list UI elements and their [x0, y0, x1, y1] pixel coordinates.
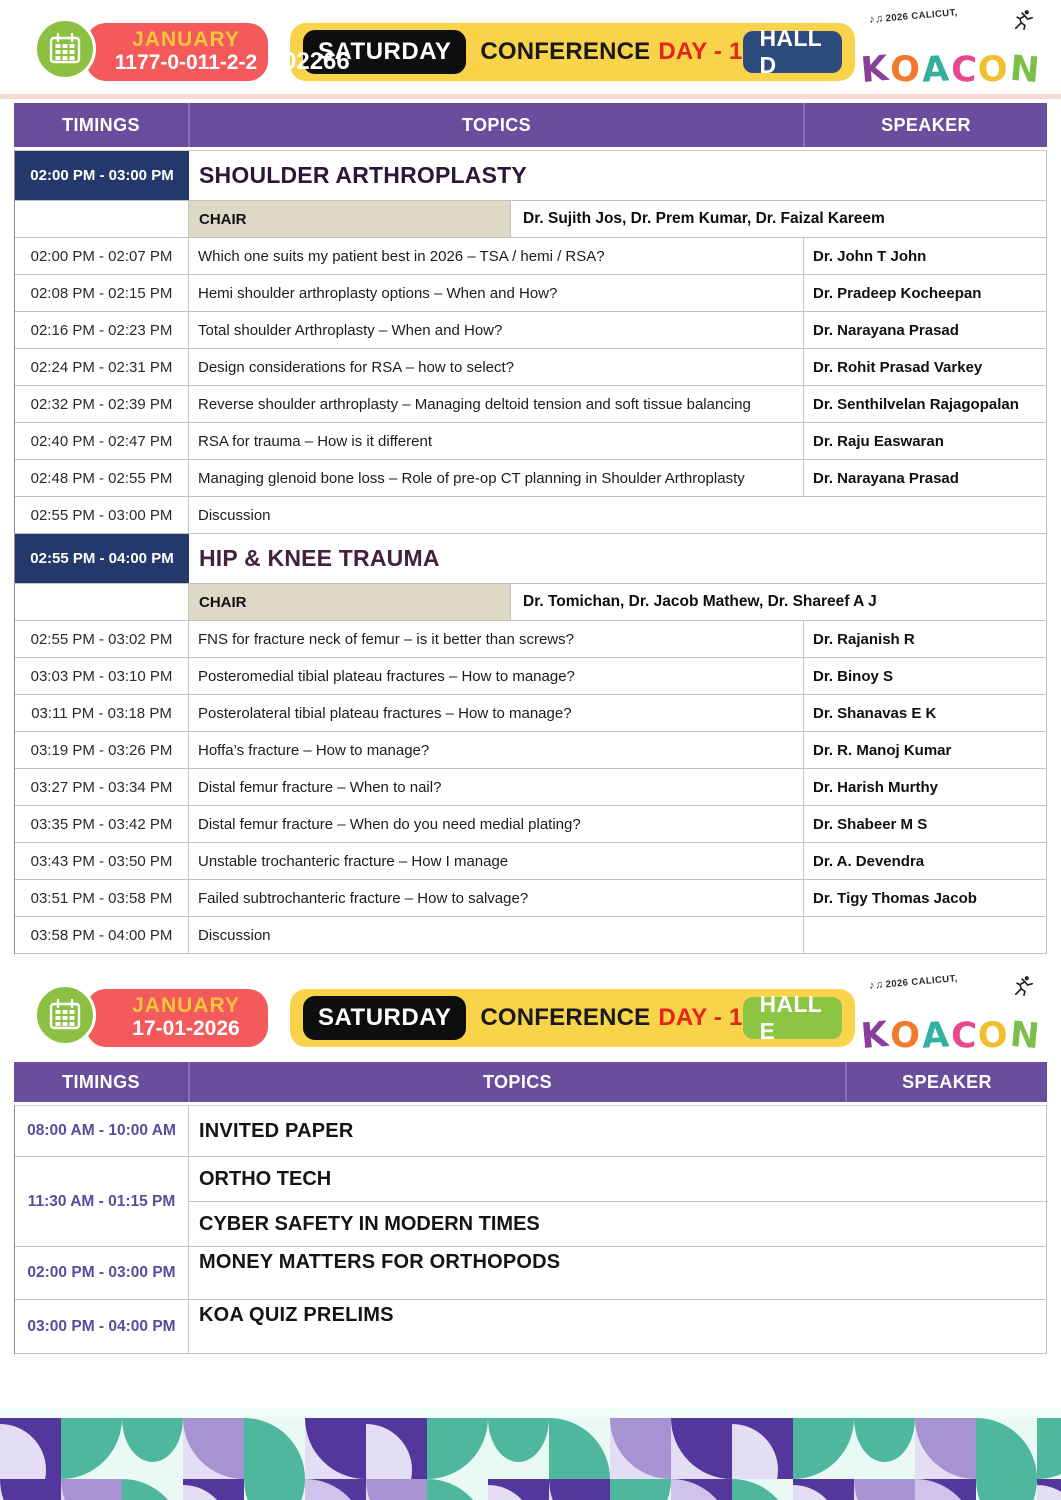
speaker-cell: Dr. Rajanish R [813, 630, 915, 648]
time-cell: 03:27 PM - 03:34 PM [15, 769, 189, 805]
logo-letter: N [1008, 48, 1042, 91]
pattern-tile [61, 1479, 122, 1500]
topic-cell: Discussion [189, 917, 804, 953]
pattern-tile [244, 1479, 305, 1500]
chair-label: CHAIR [189, 584, 511, 620]
divider-strip [0, 94, 1061, 99]
pattern-tile [610, 1479, 671, 1500]
logo-letter: K [858, 1014, 890, 1057]
schedule-row [15, 621, 1046, 658]
logo-tagline-text: 2026 CALICUT, [885, 7, 959, 25]
pattern-tile [976, 1479, 1037, 1500]
logo-letter: N [1008, 1014, 1042, 1057]
logo-letters [858, 48, 1042, 91]
column-header-speaker: SPEAKER [803, 103, 1047, 147]
topic-cell: Unstable trochanteric fracture – How I manage [189, 843, 804, 879]
logo-letter: O [976, 48, 1010, 91]
schedule-row [15, 238, 1046, 275]
logo-tagline-text: 2026 CALICUT, [885, 973, 959, 991]
column-header-topics: TOPICS [188, 103, 803, 147]
time-cell: 03:03 PM - 03:10 PM [15, 658, 189, 694]
pattern-tile [671, 1479, 732, 1500]
session-header-row [15, 151, 1046, 201]
hall-e-banner [0, 974, 1061, 1058]
speaker-cell: Dr. Tigy Thomas Jacob [813, 889, 977, 907]
chair-row [15, 584, 1046, 621]
pattern-tile [976, 1418, 1037, 1479]
speaker-cell: Dr. Shabeer M S [813, 815, 928, 833]
pattern-tile [427, 1418, 488, 1479]
time-cell: 02:00 PM - 03:00 PM [15, 1247, 189, 1299]
empty-time-cell [15, 201, 189, 237]
pattern-tile [427, 1479, 488, 1500]
logo-tagline [869, 972, 959, 992]
pattern-tile [793, 1418, 854, 1479]
table-body [14, 1105, 1047, 1354]
schedule-row [15, 917, 1046, 954]
schedule-row [15, 423, 1046, 460]
month-label: JANUARY [132, 28, 240, 52]
logo-letter: O [888, 48, 921, 91]
time-cell: 03:19 PM - 03:26 PM [15, 732, 189, 768]
time-cell: 02:55 PM - 03:02 PM [15, 621, 189, 657]
conference-label [480, 38, 742, 66]
time-cell: 02:48 PM - 02:55 PM [15, 460, 189, 496]
topic-cell: Posteromedial tibial plateau fractures – How to manage? [189, 658, 804, 694]
pattern-tile [732, 1418, 793, 1479]
schedule-row [15, 312, 1046, 349]
schedule-row [15, 460, 1046, 497]
pattern-tile [732, 1479, 793, 1500]
speaker-cell: Dr. Rohit Prasad Varkey [813, 358, 983, 376]
schedule-row [15, 1157, 1046, 1247]
session-title: HIP & KNEE TRAUMA [199, 545, 440, 571]
topic-cell: Managing glenoid bone loss – Role of pre-op CT planning in Shoulder Arthroplasty [189, 460, 804, 496]
topic-cell: Reverse shoulder arthroplasty – Managing deltoid tension and soft tissue balancing [189, 386, 804, 422]
calendar-icon [34, 984, 96, 1046]
chair-row [15, 201, 1046, 238]
table-header-row [14, 1062, 1047, 1102]
time-cell: 03:35 PM - 03:42 PM [15, 806, 189, 842]
schedule-row [15, 658, 1046, 695]
speaker-cell: Dr. Raju Easwaran [813, 432, 944, 450]
day-badge: SATURDAY [303, 30, 466, 74]
session-time: 02:00 PM - 03:00 PM [15, 151, 189, 200]
topic-cell: ORTHO TECH [189, 1157, 1048, 1202]
month-label: JANUARY [132, 994, 240, 1018]
empty-time-cell [15, 584, 189, 620]
time-cell: 03:43 PM - 03:50 PM [15, 843, 189, 879]
time-cell: 02:16 PM - 02:23 PM [15, 312, 189, 348]
conference-label [480, 1004, 742, 1032]
pattern-tile [0, 1418, 61, 1479]
session-time: 02:55 PM - 04:00 PM [15, 534, 189, 583]
schedule-row [15, 275, 1046, 312]
topic-cell: Failed subtrochanteric fracture – How to salvage? [189, 880, 804, 916]
schedule-row [15, 386, 1046, 423]
time-cell: 02:40 PM - 02:47 PM [15, 423, 189, 459]
logo-letter: O [888, 1014, 921, 1057]
session-header-row [15, 534, 1046, 584]
chair-names: Dr. Sujith Jos, Dr. Prem Kumar, Dr. Faizal Kareem [523, 210, 885, 227]
logo-letter: A [920, 48, 950, 91]
topic-cell: Total shoulder Arthroplasty – When and How? [189, 312, 804, 348]
runner-icon [1013, 974, 1035, 998]
schedule-row [15, 349, 1046, 386]
hall-badge: HALL E [743, 997, 843, 1039]
pattern-tile [854, 1479, 915, 1500]
koacon-logo [858, 7, 1042, 92]
schedule-row [15, 769, 1046, 806]
footer-pattern-row [0, 1418, 1061, 1479]
column-header-timings: TIMINGS [62, 114, 140, 135]
speaker-cell: Dr. Binoy S [813, 667, 894, 685]
topic-cell: RSA for trauma – How is it different [189, 423, 804, 459]
music-notes-icon: ♪♫ [868, 978, 885, 992]
pattern-tile [122, 1418, 183, 1479]
topic-cell: KOA QUIZ PRELIMS [199, 1304, 394, 1326]
schedule-row [15, 843, 1046, 880]
session-title: SHOULDER ARTHROPLASTY [199, 162, 527, 188]
logo-letter: O [976, 1014, 1010, 1057]
music-notes-icon: ♪♫ [868, 12, 885, 26]
hall-e-schedule-table [14, 1062, 1047, 1354]
topic-cell: Distal femur fracture – When do you need medial plating? [189, 806, 804, 842]
topic-cell: Discussion [198, 506, 271, 524]
pattern-tile [1037, 1418, 1061, 1479]
schedule-row [15, 880, 1046, 917]
topic-cell: Hemi shoulder arthroplasty options – When and How? [189, 275, 804, 311]
pattern-tile [854, 1418, 915, 1479]
calendar-icon [34, 18, 96, 80]
pattern-tile [122, 1479, 183, 1500]
pattern-tile [61, 1418, 122, 1479]
footer-pattern-row [0, 1479, 1061, 1500]
date-badge [86, 989, 268, 1047]
schedule-row [15, 1247, 1046, 1300]
pattern-tile [671, 1418, 732, 1479]
day-number-label: DAY - 1 [658, 1004, 743, 1031]
schedule-row [15, 732, 1046, 769]
schedule-row [15, 806, 1046, 843]
time-cell: 02:08 PM - 02:15 PM [15, 275, 189, 311]
pattern-tile [915, 1479, 976, 1500]
day-badge: SATURDAY [303, 996, 466, 1040]
pattern-tile [610, 1418, 671, 1479]
hall-d-banner [0, 8, 1061, 92]
topic-cell: Hoffa’s fracture – How to manage? [189, 732, 804, 768]
date-badge [86, 23, 268, 81]
time-cell: 03:00 PM - 04:00 PM [15, 1300, 189, 1353]
pattern-tile [366, 1479, 427, 1500]
logo-letter: C [949, 48, 978, 91]
time-cell: 02:00 PM - 02:07 PM [15, 238, 189, 274]
speaker-cell: Dr. Narayana Prasad [813, 321, 959, 339]
column-header-timings: TIMINGS [62, 1071, 140, 1092]
footer-strip [0, 1408, 1061, 1418]
chair-label: CHAIR [189, 201, 511, 237]
time-cell: 03:11 PM - 03:18 PM [15, 695, 189, 731]
pattern-tile [549, 1418, 610, 1479]
pattern-tile [0, 1479, 61, 1500]
table-header-row [14, 103, 1047, 147]
topic-cell: MONEY MATTERS FOR ORTHOPODS [199, 1251, 561, 1273]
column-header-topics: TOPICS [188, 1062, 845, 1102]
speaker-cell: Dr. A. Devendra [813, 852, 925, 870]
speaker-cell: Dr. Shanavas E K [813, 704, 937, 722]
topic-cell: Which one suits my patient best in 2026 – TSA / hemi / RSA? [189, 238, 804, 274]
time-cell: 03:51 PM - 03:58 PM [15, 880, 189, 916]
hall-d-schedule-table [14, 103, 1047, 954]
logo-letter: A [920, 1014, 950, 1057]
schedule-row [15, 1106, 1046, 1157]
conference-text: CONFERENCE [480, 1004, 651, 1031]
pattern-tile [305, 1418, 366, 1479]
topic-cell: Design considerations for RSA – how to select? [189, 349, 804, 385]
date-label: 1177-0-011-2-2 [114, 51, 258, 75]
topic-cell: FNS for fracture neck of femur – is it better than screws? [189, 621, 804, 657]
logo-tagline [869, 6, 959, 26]
topic-cell: Posterolateral tibial plateau fractures – How to manage? [189, 695, 804, 731]
topic-cell: INVITED PAPER [199, 1119, 354, 1142]
column-header-speaker: SPEAKER [845, 1062, 1047, 1102]
speaker-cell: Dr. Pradeep Kocheepan [813, 284, 982, 302]
pattern-tile [915, 1418, 976, 1479]
pattern-tile [366, 1418, 427, 1479]
koacon-logo [858, 973, 1042, 1058]
date-glitch-overlay: 02266 [283, 48, 350, 75]
pattern-tile [244, 1418, 305, 1479]
date-label: 17-01-2026 [132, 1017, 240, 1041]
topic-cell: CYBER SAFETY IN MODERN TIMES [199, 1212, 540, 1235]
table-body [14, 150, 1047, 954]
schedule-row [15, 695, 1046, 732]
conference-pill [290, 23, 855, 81]
runner-icon [1013, 8, 1035, 32]
time-cell: 03:58 PM - 04:00 PM [15, 917, 189, 953]
footer-pattern [0, 1408, 1061, 1500]
topic-group [189, 1157, 1048, 1246]
pattern-tile [549, 1479, 610, 1500]
speaker-cell [804, 917, 1048, 953]
schedule-row [15, 1300, 1046, 1354]
time-cell: 11:30 AM - 01:15 PM [15, 1157, 189, 1246]
time-cell: 02:24 PM - 02:31 PM [15, 349, 189, 385]
speaker-cell: Dr. R. Manoj Kumar [813, 741, 952, 759]
pattern-tile [793, 1479, 854, 1500]
pattern-tile [183, 1479, 244, 1500]
logo-letter: K [858, 48, 890, 91]
speaker-cell: Dr. Harish Murthy [813, 778, 939, 796]
pattern-tile [305, 1479, 366, 1500]
logo-letters [858, 1014, 1042, 1057]
schedule-row [15, 497, 1046, 534]
pattern-tile [488, 1479, 549, 1500]
conference-pill [290, 989, 855, 1047]
topic-cell: Distal femur fracture – When to nail? [189, 769, 804, 805]
pattern-tile [1037, 1479, 1061, 1500]
speaker-cell: Dr. Narayana Prasad [813, 469, 959, 487]
chair-names: Dr. Tomichan, Dr. Jacob Mathew, Dr. Shareef A J [523, 593, 877, 610]
conference-text: CONFERENCE [480, 38, 651, 65]
day-number-label: DAY - 1 [658, 38, 743, 65]
time-cell: 08:00 AM - 10:00 AM [15, 1106, 189, 1156]
hall-badge: HALL D [743, 31, 843, 73]
speaker-cell: Dr. Senthilvelan Rajagopalan [813, 395, 1019, 413]
speaker-cell: Dr. John T John [813, 247, 927, 265]
pattern-tile [488, 1418, 549, 1479]
logo-letter: C [949, 1014, 978, 1057]
pattern-tile [183, 1418, 244, 1479]
time-cell: 02:32 PM - 02:39 PM [15, 386, 189, 422]
time-cell: 02:55 PM - 03:00 PM [15, 497, 189, 533]
